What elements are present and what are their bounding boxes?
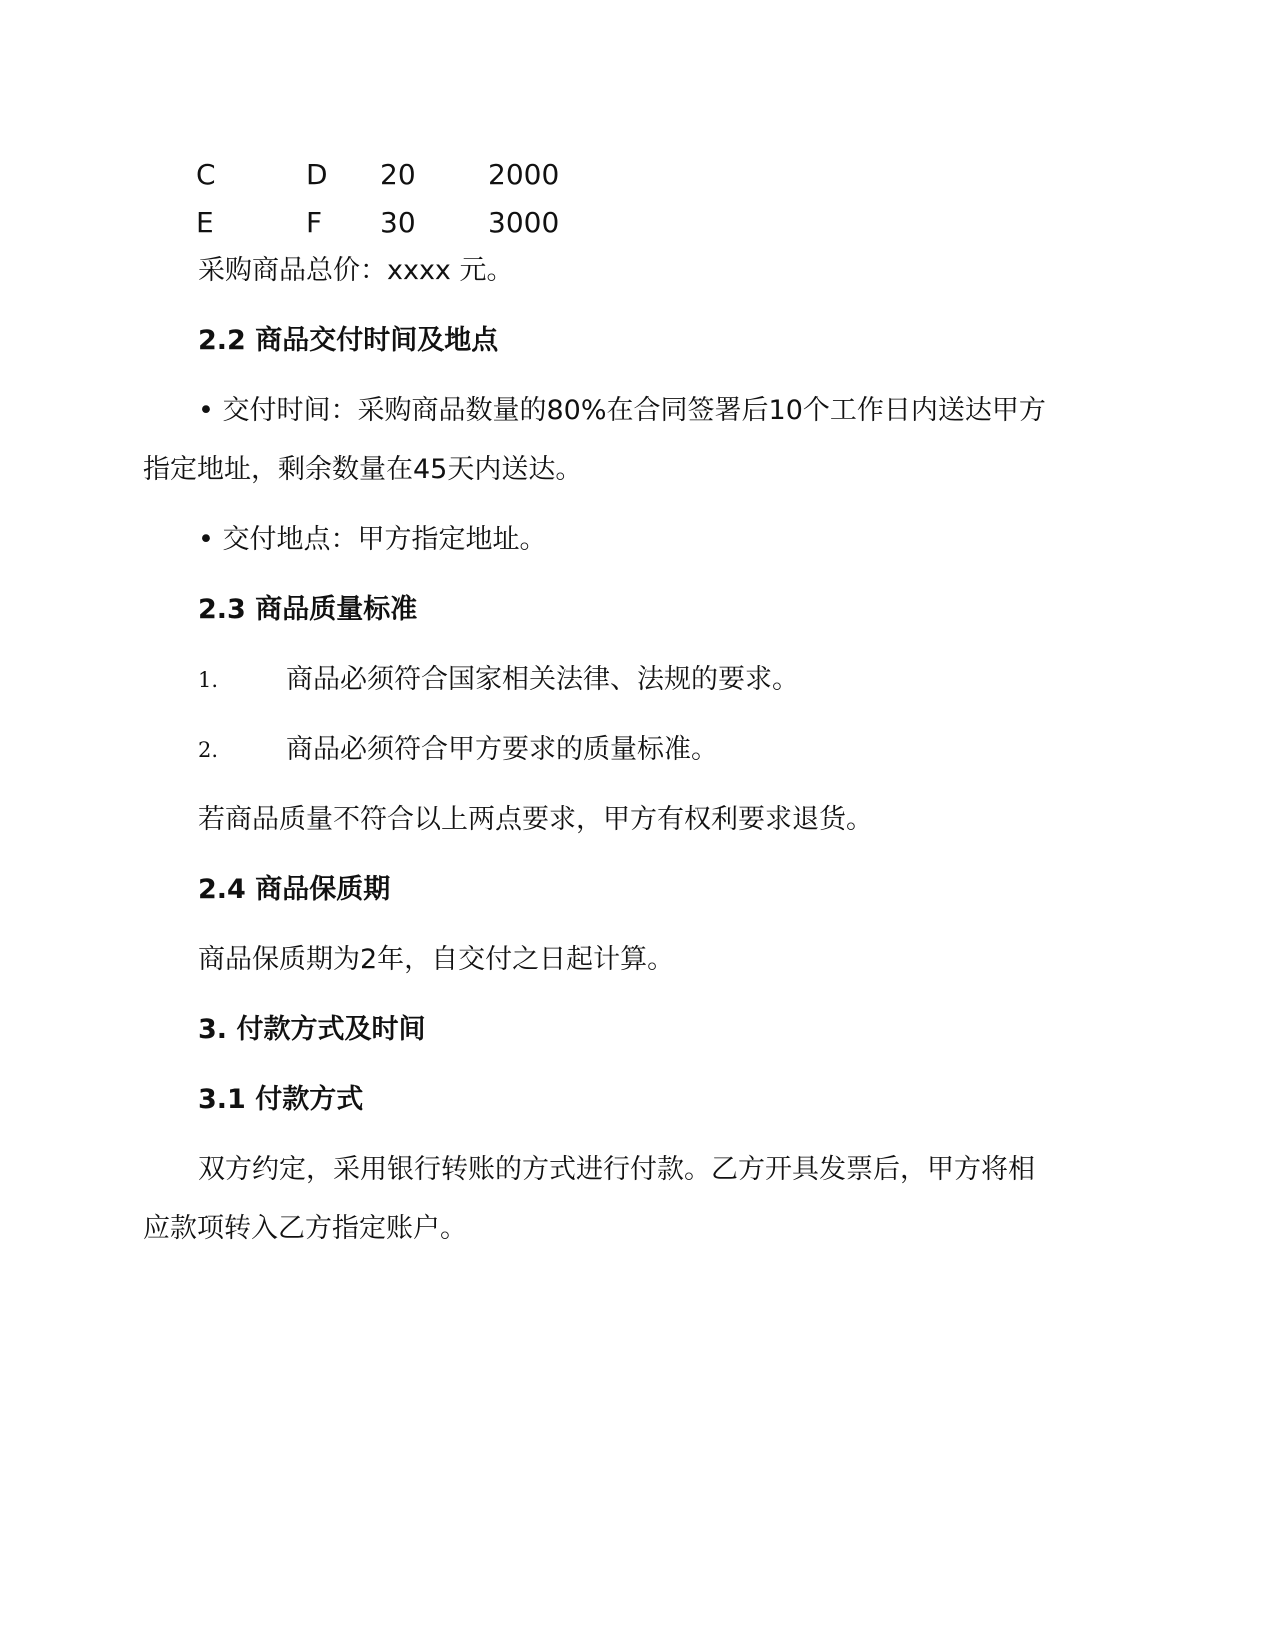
section-heading-2-2: 2.2 商品交付时间及地点 xyxy=(198,325,499,356)
product-row xyxy=(0,203,1275,243)
total-price-line: 采购商品总价：xxxx 元。 xyxy=(198,255,514,286)
delivery-place-line: • 交付地点：甲方指定地址。 xyxy=(198,524,547,555)
product-name: C xyxy=(196,158,216,191)
section-heading-2-4: 2.4 商品保质期 xyxy=(198,874,391,905)
product-price: 3000 xyxy=(488,206,560,239)
list-item: 商品必须符合国家相关法律、法规的要求。 xyxy=(286,664,799,695)
product-row xyxy=(0,155,1275,195)
product-name: E xyxy=(196,206,214,239)
payment-text-line-1: 双方约定，采用银行转账的方式进行付款。乙方开具发票后，甲方将相 xyxy=(198,1154,1035,1185)
product-price: 2000 xyxy=(488,158,560,191)
section-heading-3-1: 3.1 付款方式 xyxy=(198,1084,364,1115)
product-qty: 30 xyxy=(380,206,416,239)
list-marker: 1. xyxy=(198,668,219,692)
section-heading-3: 3. 付款方式及时间 xyxy=(198,1014,426,1045)
product-spec: F xyxy=(306,206,323,239)
quality-note: 若商品质量不符合以上两点要求，甲方有权利要求退货。 xyxy=(198,804,873,835)
product-qty: 20 xyxy=(380,158,416,191)
list-marker: 2. xyxy=(198,738,219,762)
warranty-text: 商品保质期为2年，自交付之日起计算。 xyxy=(198,944,675,975)
product-spec: D xyxy=(306,158,328,191)
section-heading-2-3: 2.3 商品质量标准 xyxy=(198,594,418,625)
payment-text-line-2: 应款项转入乙方指定账户。 xyxy=(143,1213,467,1244)
delivery-time-line-2: 指定地址，剩余数量在45天内送达。 xyxy=(143,454,583,485)
delivery-time-line-1: • 交付时间：采购商品数量的80%在合同签署后10个工作日内送达甲方 xyxy=(198,395,1046,426)
list-item: 商品必须符合甲方要求的质量标准。 xyxy=(286,734,718,765)
